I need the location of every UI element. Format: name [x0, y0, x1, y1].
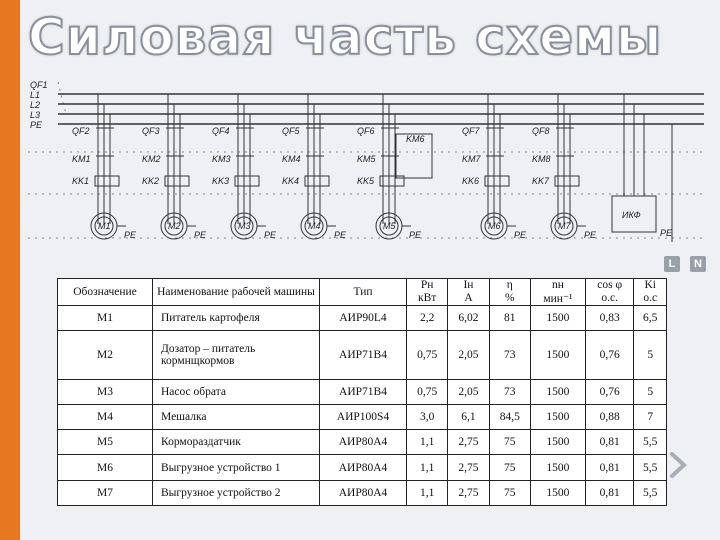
pe-label: PE [124, 230, 137, 240]
cell-current: 6,1 [448, 405, 489, 430]
cell-power: 3,0 [407, 405, 448, 430]
cell-power: 0,75 [407, 379, 448, 404]
table-row [58, 405, 667, 430]
cell-id: M5 [58, 430, 153, 455]
table-row [58, 306, 667, 331]
terminal-n-label: N [690, 256, 706, 272]
cell-speed: 1500 [530, 455, 585, 480]
contactor-label: KM5 [357, 154, 376, 164]
cell-name: Питатель картофеля [153, 306, 320, 331]
table-row [58, 379, 667, 404]
cell-type: АИР71В4 [320, 379, 407, 404]
input-label-qf1: QF1 [30, 80, 48, 90]
cell-ki: 5 [634, 331, 667, 380]
cell-cos: 0,76 [585, 331, 634, 380]
cell-type: АИР71В4 [320, 331, 407, 380]
cell-efficiency: 75 [489, 480, 530, 505]
cell-name: Кормораздатчик [153, 430, 320, 455]
motor-label: M4 [308, 221, 321, 231]
power-circuit-schematic [28, 74, 704, 274]
header-current: Iн [448, 279, 489, 292]
pe-label: PE [514, 230, 527, 240]
cell-id: M1 [58, 306, 153, 331]
cell-ki: 5 [634, 379, 667, 404]
header-speed: nн [530, 279, 585, 292]
cell-name: Насос обрата [153, 379, 320, 404]
cell-power: 1,1 [407, 430, 448, 455]
cell-efficiency: 73 [489, 379, 530, 404]
cell-current: 6,02 [448, 306, 489, 331]
unit-speed: мин⁻¹ [530, 291, 585, 306]
cell-ki: 5,5 [634, 480, 667, 505]
cell-type: АИР80А4 [320, 455, 407, 480]
motor-branch [212, 94, 277, 240]
table-row [58, 331, 667, 380]
cell-ki: 5,5 [634, 430, 667, 455]
input-label-pe: PE [30, 120, 43, 130]
cell-id: M3 [58, 379, 153, 404]
header-designation: Обозначение [58, 279, 153, 306]
unit-cos: о.с. [585, 291, 634, 306]
breaker-label: QF2 [72, 126, 90, 136]
header-efficiency: η [489, 279, 530, 292]
unit-current: А [448, 291, 489, 306]
header-name: Наименование рабочей машины [153, 279, 320, 306]
thermal-relay-label: KK4 [282, 176, 300, 186]
thermal-relay-label: KK2 [142, 176, 160, 186]
contactor-label: KM7 [462, 154, 481, 164]
breaker-label: QF8 [532, 126, 550, 136]
cell-power: 1,1 [407, 480, 448, 505]
motor-label: M2 [168, 221, 181, 231]
cell-power: 2,2 [407, 306, 448, 331]
cell-speed: 1500 [530, 306, 585, 331]
thermal-relay-label: KK6 [462, 176, 480, 186]
table-row [58, 480, 667, 505]
cell-efficiency: 84,5 [489, 405, 530, 430]
unit-power: кВт [407, 291, 448, 306]
unit-efficiency: % [489, 291, 530, 306]
cell-power: 1,1 [407, 455, 448, 480]
cell-name: Мешалка [153, 405, 320, 430]
thermal-relay-label: KK1 [72, 176, 90, 186]
cell-efficiency: 75 [489, 430, 530, 455]
cell-power: 0,75 [407, 331, 448, 380]
cell-id: M6 [58, 455, 153, 480]
cell-current: 2,05 [448, 379, 489, 404]
cell-cos: 0,83 [585, 306, 634, 331]
cell-speed: 1500 [530, 430, 585, 455]
motor-branch [532, 94, 597, 240]
cell-type: АИР80А4 [320, 480, 407, 505]
cell-id: M4 [58, 405, 153, 430]
accent-bar [0, 0, 20, 540]
motor-label: M3 [238, 221, 251, 231]
header-ki: Ki [634, 279, 667, 292]
input-label-l2: L2 [30, 100, 41, 110]
cell-type: АИР100S4 [320, 405, 407, 430]
contactor-label: KM1 [72, 154, 91, 164]
motor-branch [462, 94, 527, 240]
motor-specs-table-container [57, 278, 667, 506]
header-cos: cos φ [585, 279, 634, 292]
cell-current: 2,75 [448, 430, 489, 455]
breaker-label: QF7 [462, 126, 480, 136]
motor-label: M6 [488, 221, 501, 231]
motor-label: M7 [558, 221, 571, 231]
ikf-pe-label: PE [660, 228, 673, 238]
contactor-label: KM4 [282, 154, 301, 164]
cell-cos: 0,88 [585, 405, 634, 430]
cell-current: 2,75 [448, 480, 489, 505]
cell-current: 2,75 [448, 455, 489, 480]
unit-ki: о.с [634, 291, 667, 306]
header-type: Тип [320, 279, 407, 306]
cell-type: АИР80А4 [320, 430, 407, 455]
cell-speed: 1500 [530, 480, 585, 505]
header-power: Pн [407, 279, 448, 292]
thermal-relay-label: KK7 [532, 176, 550, 186]
motor-branch [282, 94, 347, 240]
thermal-relay-label: KK5 [357, 176, 375, 186]
table-row [58, 430, 667, 455]
cell-ki: 7 [634, 405, 667, 430]
motor-label: M1 [98, 221, 111, 231]
cell-efficiency: 81 [489, 306, 530, 331]
motor-branches [72, 94, 597, 240]
cell-speed: 1500 [530, 405, 585, 430]
cell-cos: 0,81 [585, 455, 634, 480]
pe-label: PE [334, 230, 347, 240]
terminal-l-label: L [664, 256, 680, 272]
motor-branch [357, 94, 422, 240]
cell-id: M2 [58, 331, 153, 380]
breaker-label: QF5 [282, 126, 300, 136]
thermal-relay-label: KK3 [212, 176, 230, 186]
breaker-label: QF6 [357, 126, 375, 136]
cell-cos: 0,81 [585, 430, 634, 455]
table-header-row [58, 279, 667, 292]
pe-label: PE [409, 230, 422, 240]
cell-speed: 1500 [530, 331, 585, 380]
cell-ki: 6,5 [634, 306, 667, 331]
table-row [58, 455, 667, 480]
input-label-l3: L3 [30, 110, 41, 120]
cell-speed: 1500 [530, 379, 585, 404]
km6-label: KM6 [406, 134, 425, 144]
cell-cos: 0,81 [585, 480, 634, 505]
motor-branch [142, 94, 207, 240]
breaker-label: QF3 [142, 126, 160, 136]
motor-specs-table [57, 278, 667, 506]
pe-label: PE [584, 230, 597, 240]
contactor-label: KM8 [532, 154, 551, 164]
cell-ki: 5,5 [634, 455, 667, 480]
motor-label: M5 [383, 221, 396, 231]
ikf-label: ИКФ [622, 210, 641, 220]
cell-name: Выгрузное устройство 1 [153, 455, 320, 480]
pe-label: PE [264, 230, 277, 240]
breaker-label: QF4 [212, 126, 230, 136]
cell-current: 2,05 [448, 331, 489, 380]
input-label-l1: L1 [30, 90, 41, 100]
cell-id: M7 [58, 480, 153, 505]
contactor-label: KM3 [212, 154, 231, 164]
pe-label: PE [194, 230, 207, 240]
slide-title: Силовая часть схемы [28, 8, 663, 66]
cell-efficiency: 73 [489, 331, 530, 380]
chevron-right-icon[interactable] [668, 452, 688, 478]
motor-branch [72, 94, 137, 240]
cell-type: АИР90L4 [320, 306, 407, 331]
cell-name: Выгрузное устройство 2 [153, 480, 320, 505]
cell-efficiency: 75 [489, 455, 530, 480]
cell-name: Дозатор – питатель кормнщкормов [153, 331, 320, 380]
cell-cos: 0,76 [585, 379, 634, 404]
contactor-label: KM2 [142, 154, 161, 164]
